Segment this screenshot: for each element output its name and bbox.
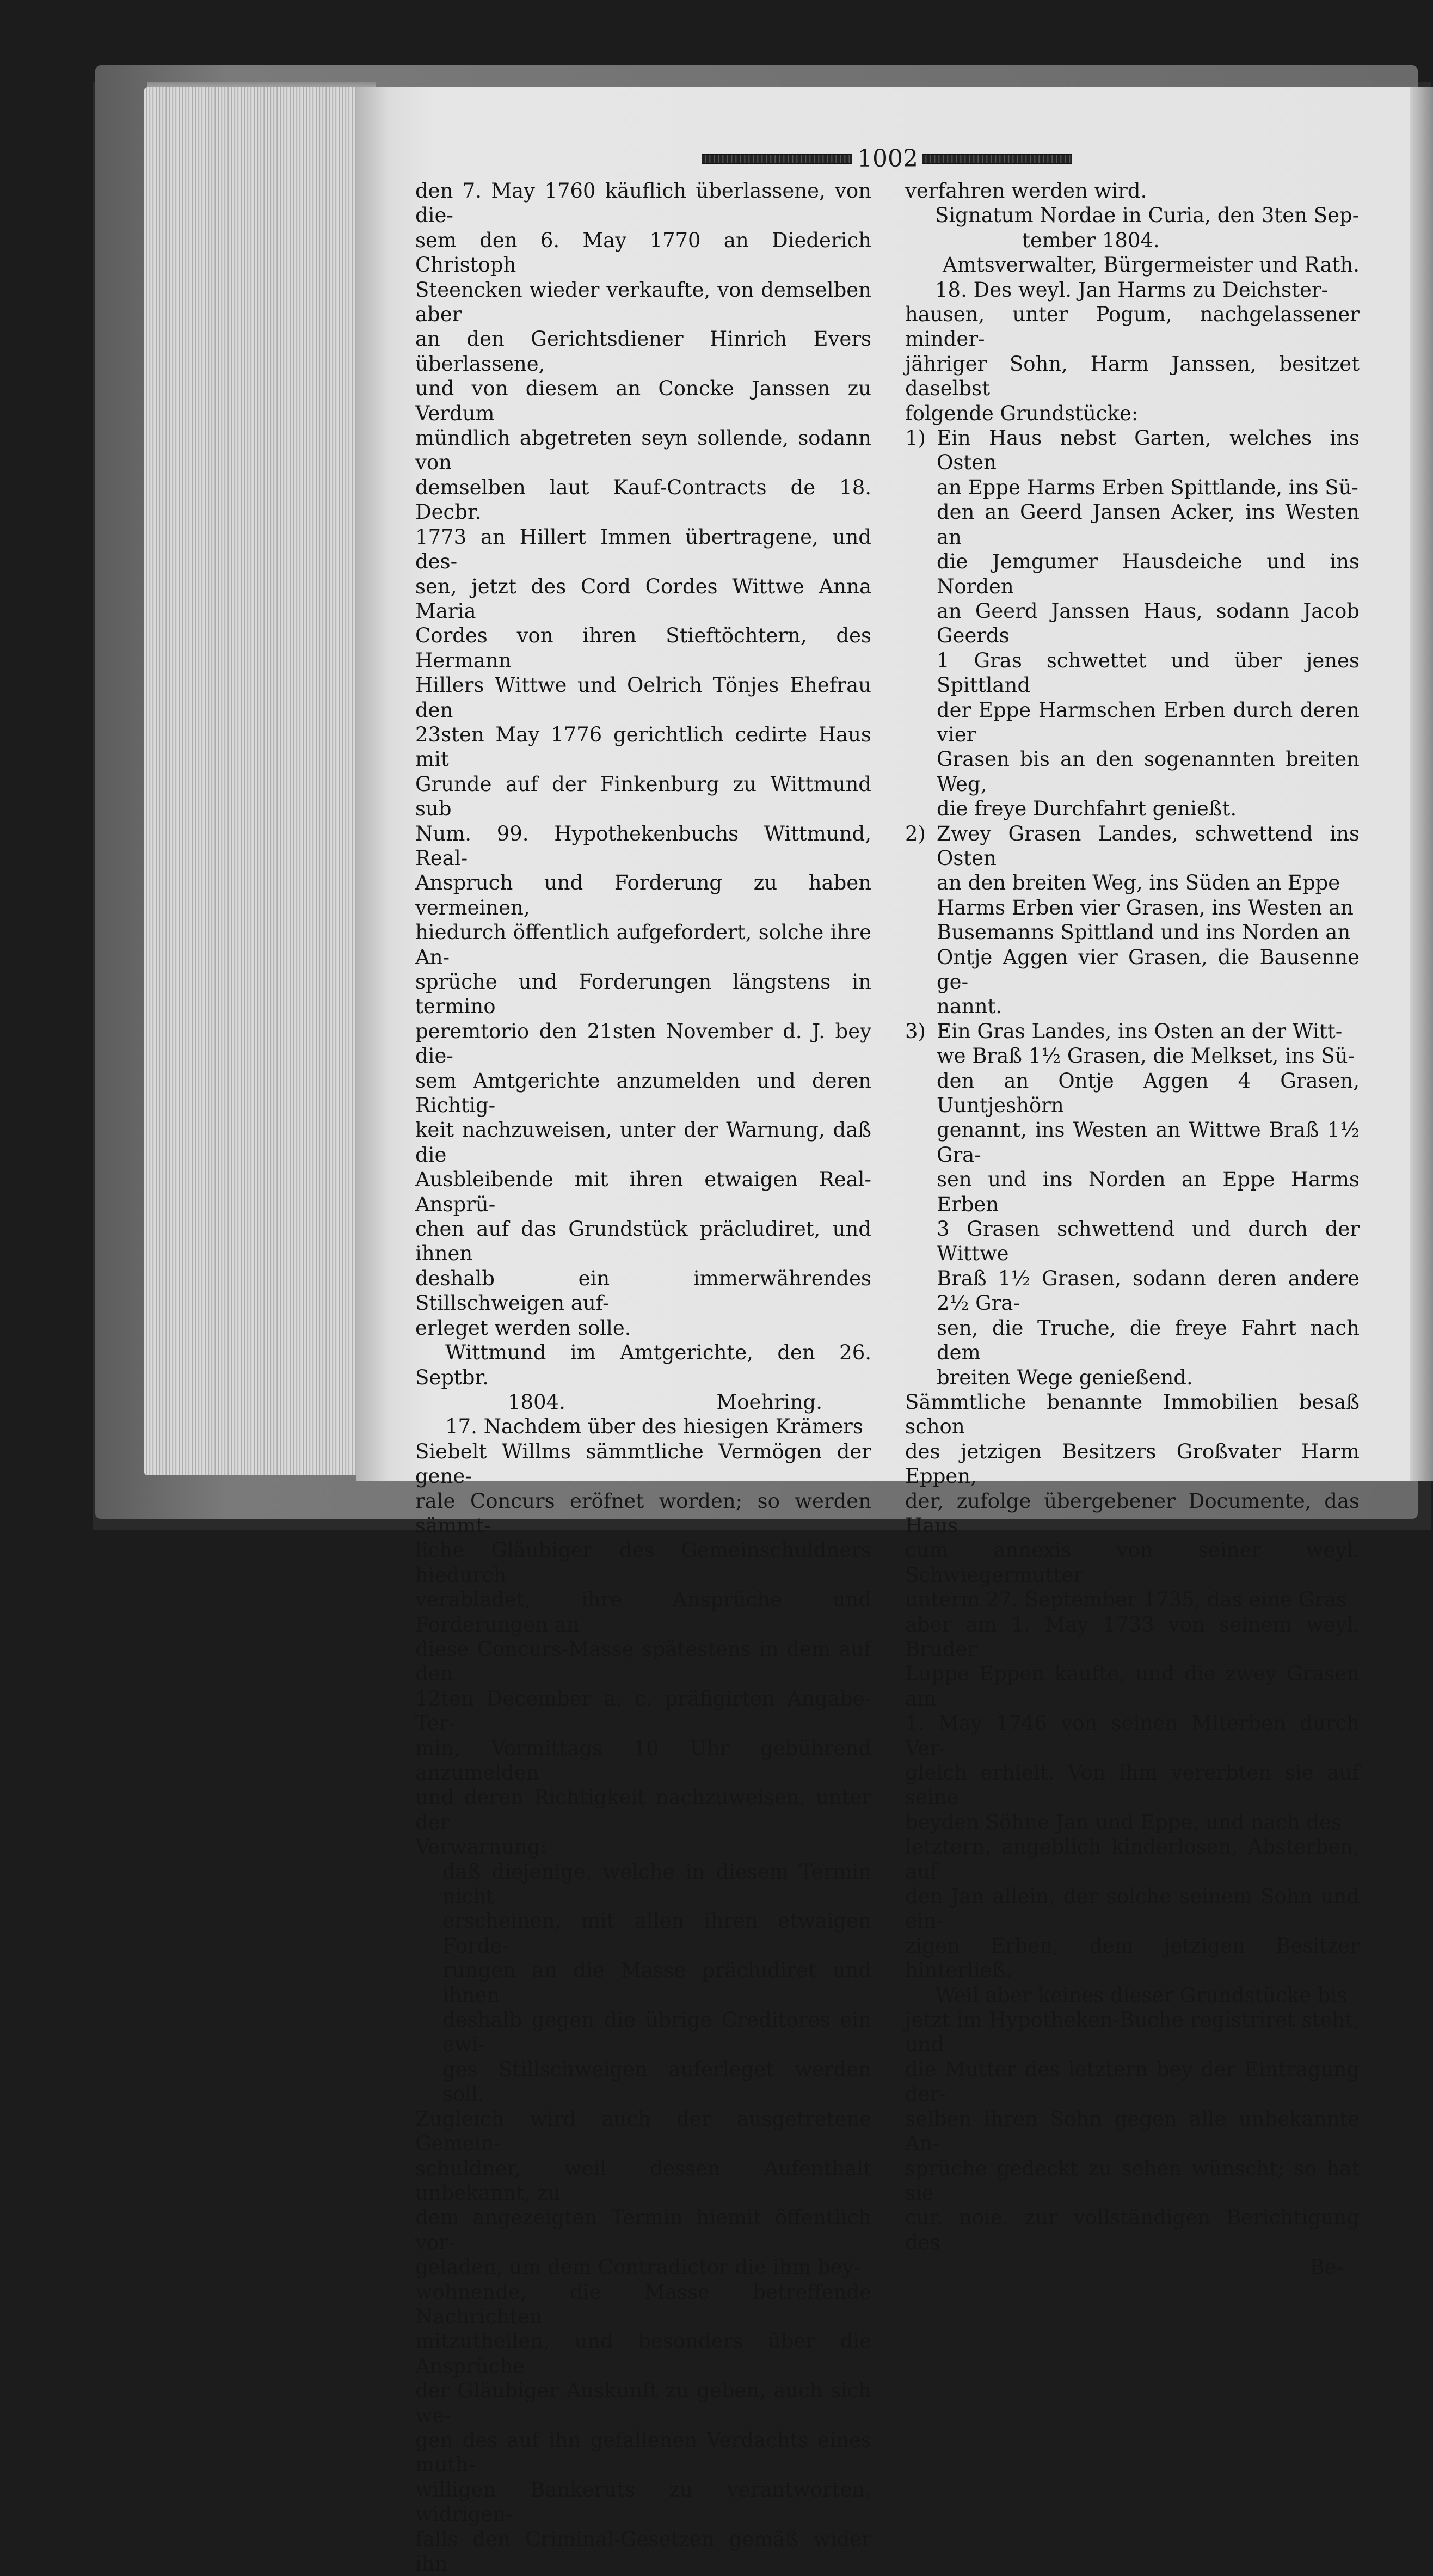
text-line: der Gläubiger Auskunft zu geben, auch sich we- <box>415 2379 871 2427</box>
text-line: rale Concurs eröfnet worden; so werden sämmt- <box>415 1489 871 1537</box>
text-line: sem den 6. May 1770 an Diederich Christoph <box>415 228 871 277</box>
text-line: geladen, um dem Contradictor die ihm bey- <box>415 2255 861 2279</box>
text-line: Anspruch und Forderung zu haben vermeinen, <box>415 871 871 919</box>
text-line: cum annexis von seiner weyl. Schwiegermutter <box>905 1538 1360 1587</box>
left-opening-text <box>415 179 871 1340</box>
text-line: 18. Des weyl. Jan Harms zu Deichster- <box>935 278 1329 302</box>
item-line: Zwey Grasen Landes, schwettend ins Osten <box>937 821 1360 870</box>
text-line: willigen Bankeruts zu verantworten, widrigen- <box>415 2477 871 2526</box>
text-line: Hillers Wittwe und Oelrich Tönjes Ehefrau den <box>415 673 871 722</box>
text-line: 23sten May 1776 gerichtlich cedirte Haus mit <box>415 722 871 771</box>
right-continuation <box>905 179 1360 203</box>
text-line: Cordes von ihren Stieftöchtern, des Hermann <box>415 624 871 672</box>
text-line: sprüche gedeckt zu sehen wünscht; so hat sie <box>905 2156 1360 2205</box>
text-line: gleich erhielt. Von ihm vererbten sie auf seine <box>905 1761 1360 1810</box>
item-line: 3 Grasen schwettend und durch der Wittwe <box>937 1217 1360 1266</box>
item-number: 3) <box>905 1019 926 1043</box>
item-line: 1 Gras schwettet und über jenes Spittland <box>937 648 1360 697</box>
text-line: jetzt im Hypotheken-Buche registriret steht, und <box>905 2008 1360 2057</box>
signature-year: 1804. <box>508 1390 565 1414</box>
text-line: Num. 99. Hypothekenbuchs Wittmund, Real- <box>415 821 871 870</box>
item-line: Ein Haus nebst Garten, welches ins Osten <box>937 426 1360 475</box>
item-line: die freye Durchfahrt genießt. <box>937 797 1237 821</box>
item-line: sen, die Truche, die freye Fahrt nach dem <box>937 1316 1360 1365</box>
item-line: Grasen bis an den sogenannten breiten Weg, <box>937 747 1360 796</box>
text-line: der, zufolge übergebener Documente, das Haus <box>905 1489 1360 1537</box>
signature-place-date: Wittmund im Amtgerichte, den 26. Septbr. <box>415 1341 871 1389</box>
item-line: genannt, ins Westen an Wittwe Braß 1½ Gra- <box>937 1118 1360 1167</box>
item-line: nannt. <box>937 995 1003 1019</box>
text-line: demselben laut Kauf-Contracts de 18. Decbr. <box>415 475 871 524</box>
text-line: an den Gerichtsdiener Hinrich Evers überlassene, <box>415 327 871 376</box>
item-number: 2) <box>905 821 926 845</box>
signatum <box>905 203 1360 253</box>
text-line: beyden Söhne Jan und Eppe, und nach des <box>905 1810 1342 1834</box>
text-line: deshalb gegen die übrige Creditores ein ewi- <box>442 2008 871 2057</box>
text-line: daß diejenige, welche in diesem Termin nicht <box>442 1860 871 1909</box>
text-line: 1773 an Hillert Immen übertragene, und des- <box>415 525 871 574</box>
item-line: der Eppe Harmschen Erben durch deren vier <box>937 698 1360 746</box>
item-line: Braß 1½ Grasen, sodann deren andere 2½ Gra- <box>937 1266 1360 1315</box>
text-line: sen, jetzt des Cord Cordes Wittwe Anna Maria <box>415 574 871 623</box>
page-edges <box>144 87 367 1475</box>
text-line: keit nachzuweisen, unter der Warnung, daß die <box>415 1118 871 1167</box>
item-line: den an Geerd Jansen Acker, ins Westen an <box>937 500 1360 549</box>
text-line: chen auf das Grundstück präcludiret, und ihnen <box>415 1217 871 1266</box>
item-line: an den breiten Weg, ins Süden an Eppe <box>937 871 1340 895</box>
page-header <box>702 143 1072 175</box>
item-line: Ein Gras Landes, ins Osten an der Witt- <box>937 1019 1343 1043</box>
property-item <box>905 426 1360 821</box>
paragraph-17 <box>415 1414 871 1859</box>
text-line: zigen Erben, dem jetzigen Besitzer hinterließ. <box>905 1934 1360 1983</box>
right-column <box>905 179 1360 2280</box>
text-line: hausen, unter Pogum, nachgelassener minder- <box>905 303 1360 351</box>
text-line: des jetzigen Besitzers Großvater Harm Eppen, <box>905 1439 1360 1488</box>
item-line: Harms Erben vier Grasen, ins Westen an <box>937 896 1354 919</box>
text-line: erleget werden solle. <box>415 1316 631 1340</box>
text-line: falls den Criminal-Gesetzen gemäß wider ihn <box>415 2527 871 2575</box>
text-line: sprüche und Forderungen längstens in termino <box>415 970 871 1019</box>
text-line: folgende Grundstücke: <box>905 401 1139 425</box>
warning-clause <box>415 1860 871 2107</box>
text-line: Zugleich wird auch der ausgetretene Gemein- <box>415 2107 871 2156</box>
text-line: verfahren werden wird. <box>905 179 1147 203</box>
text-line: gen des auf ihn gefallenen Verdachts eines muth- <box>415 2428 871 2477</box>
text-line: den 7. May 1760 käuflich überlassene, von die- <box>415 179 871 228</box>
ownership-paragraph <box>905 1390 1360 1983</box>
text-line: und deren Richtigkeit nachzuweisen, unter der <box>415 1786 871 1834</box>
property-item <box>905 1019 1360 1390</box>
text-line: mitzutheilen, und besonders über die Ansprüche <box>415 2329 871 2378</box>
page-right-edge <box>1410 87 1433 1481</box>
text-line: Luppe Eppen kaufte, und die zwey Grasen am <box>905 1662 1360 1710</box>
text-line: die Mutter des letztern bey der Eintragung der- <box>905 2057 1360 2106</box>
text-line: 17. Nachdem über des hiesigen Krämers <box>445 1415 863 1439</box>
text-line: cur. noie. zur vollständigen Berichtigung des <box>905 2206 1360 2254</box>
signers-line: Amtsverwalter, Bürgermeister und Rath. <box>943 253 1360 277</box>
text-line: deshalb ein immerwährendes Stillschweigen auf- <box>415 1266 871 1315</box>
text-line: liche Gläubiger des Gemeinschuldners hiedurch <box>415 1538 871 1587</box>
item-line: Busemanns Spittland und ins Norden an <box>937 921 1351 944</box>
text-line: Verwarnung: <box>415 1835 547 1859</box>
item-line: breiten Wege genießend. <box>937 1365 1193 1389</box>
text-line: schuldner, weil dessen Aufenthalt unbekannt, zu <box>415 2156 871 2205</box>
item-line: die Jemgumer Hausdeiche und ins Norden <box>937 550 1360 598</box>
left-signature <box>415 1340 871 1414</box>
text-line: Ausbleibende mit ihren etwaigen Real-Ansprü- <box>415 1168 871 1216</box>
item-line: an Geerd Janssen Haus, sodann Jacob Geerds <box>937 599 1360 648</box>
property-list <box>905 426 1360 1390</box>
text-line: erscheinen, mit allen ihren etwaigen Forde- <box>442 1909 871 1958</box>
signature-year-name <box>415 1390 871 1414</box>
paragraph-18 <box>905 278 1360 426</box>
signature-name: Moehring. <box>716 1390 822 1414</box>
text-line: ges Stillschweigen auferleget werden soll. <box>442 2057 871 2106</box>
text-line: verabladet, ihre Ansprüche und Forderungen an <box>415 1588 871 1636</box>
text-line: letztern, angeblich kinderlosen, Absterben, auf <box>905 1835 1360 1884</box>
catchword: Be- <box>1309 2255 1343 2279</box>
text-line: Grunde auf der Finkenburg zu Wittmund sub <box>415 772 871 821</box>
item-line: we Braß 1½ Grasen, die Melkset, ins Sü- <box>937 1044 1355 1068</box>
item-line: den an Ontje Aggen 4 Grasen, Uuntjeshörn <box>937 1069 1360 1118</box>
header-ornament-right <box>922 154 1072 164</box>
text-line: min, Vormittags 10 Uhr gebührend anzumelden <box>415 1736 871 1784</box>
item-line: Ontje Aggen vier Grasen, die Bausenne ge- <box>937 945 1360 993</box>
text-line: 12ten December a. c. präfigirten Angabe-Ter- <box>415 1686 871 1735</box>
text-line: den Jan allein, der solche seinem Sohn und ein- <box>905 1885 1360 1933</box>
text-line: jähriger Sohn, Harm Janssen, besitzet daselbst <box>905 352 1360 401</box>
text-line: rungen an die Masse präcludiret und ihnen <box>442 1959 871 2007</box>
text-line: sem Amtgerichte anzumelden und deren Richtig- <box>415 1069 871 1118</box>
registration-paragraph <box>905 1983 1360 2255</box>
text-line: Sämmtliche benannte Immobilien besaß schon <box>905 1390 1360 1439</box>
item-number: 1) <box>905 426 926 450</box>
text-line: unterm 27. September 1735, das eine Gras <box>905 1588 1347 1612</box>
text-line: Weil aber keines dieser Grundstücke bis <box>935 1983 1348 2007</box>
page-number: 1002 <box>857 145 918 173</box>
text-line: wohnende, die Masse betreffende Nachrichten <box>415 2280 871 2328</box>
text-line: peremtorio den 21sten November d. J. bey die- <box>415 1019 871 1068</box>
text-line: aber am 1. May 1733 von seinem weyl. Bruder <box>905 1612 1360 1661</box>
text-line: diese Concurs-Masse spätestens in dem auf den <box>415 1637 871 1686</box>
text-line: 1. May 1746 von seinen Miterben durch Ver- <box>905 1712 1360 1760</box>
header-ornament-left <box>702 154 852 164</box>
summons-paragraph <box>415 2107 871 2576</box>
text-line: und von diesem an Concke Janssen zu Verdum <box>415 377 871 425</box>
text-line: Steencken wieder verkaufte, von demselben aber <box>415 278 871 327</box>
text-line: dem angezeigten Termin hiemit öffentlich vor- <box>415 2206 871 2254</box>
left-column <box>415 179 871 2576</box>
text-line: selben ihren Sohn gegen alle unbekannte An- <box>905 2107 1360 2156</box>
item-line: sen und ins Norden an Eppe Harms Erben <box>937 1168 1360 1216</box>
text-line: tember 1804. <box>1022 228 1160 252</box>
text-line: hiedurch öffentlich aufgefordert, solche ihre An- <box>415 921 871 969</box>
property-item <box>905 821 1360 1019</box>
text-line: Signatum Nordae in Curia, den 3ten Sep- <box>935 204 1360 228</box>
text-line: Siebelt Willms sämmtliche Vermögen der gene- <box>415 1439 871 1488</box>
item-line: an Eppe Harms Erben Spittlande, ins Sü- <box>937 475 1358 499</box>
text-line: mündlich abgetreten seyn sollende, sodann von <box>415 426 871 475</box>
